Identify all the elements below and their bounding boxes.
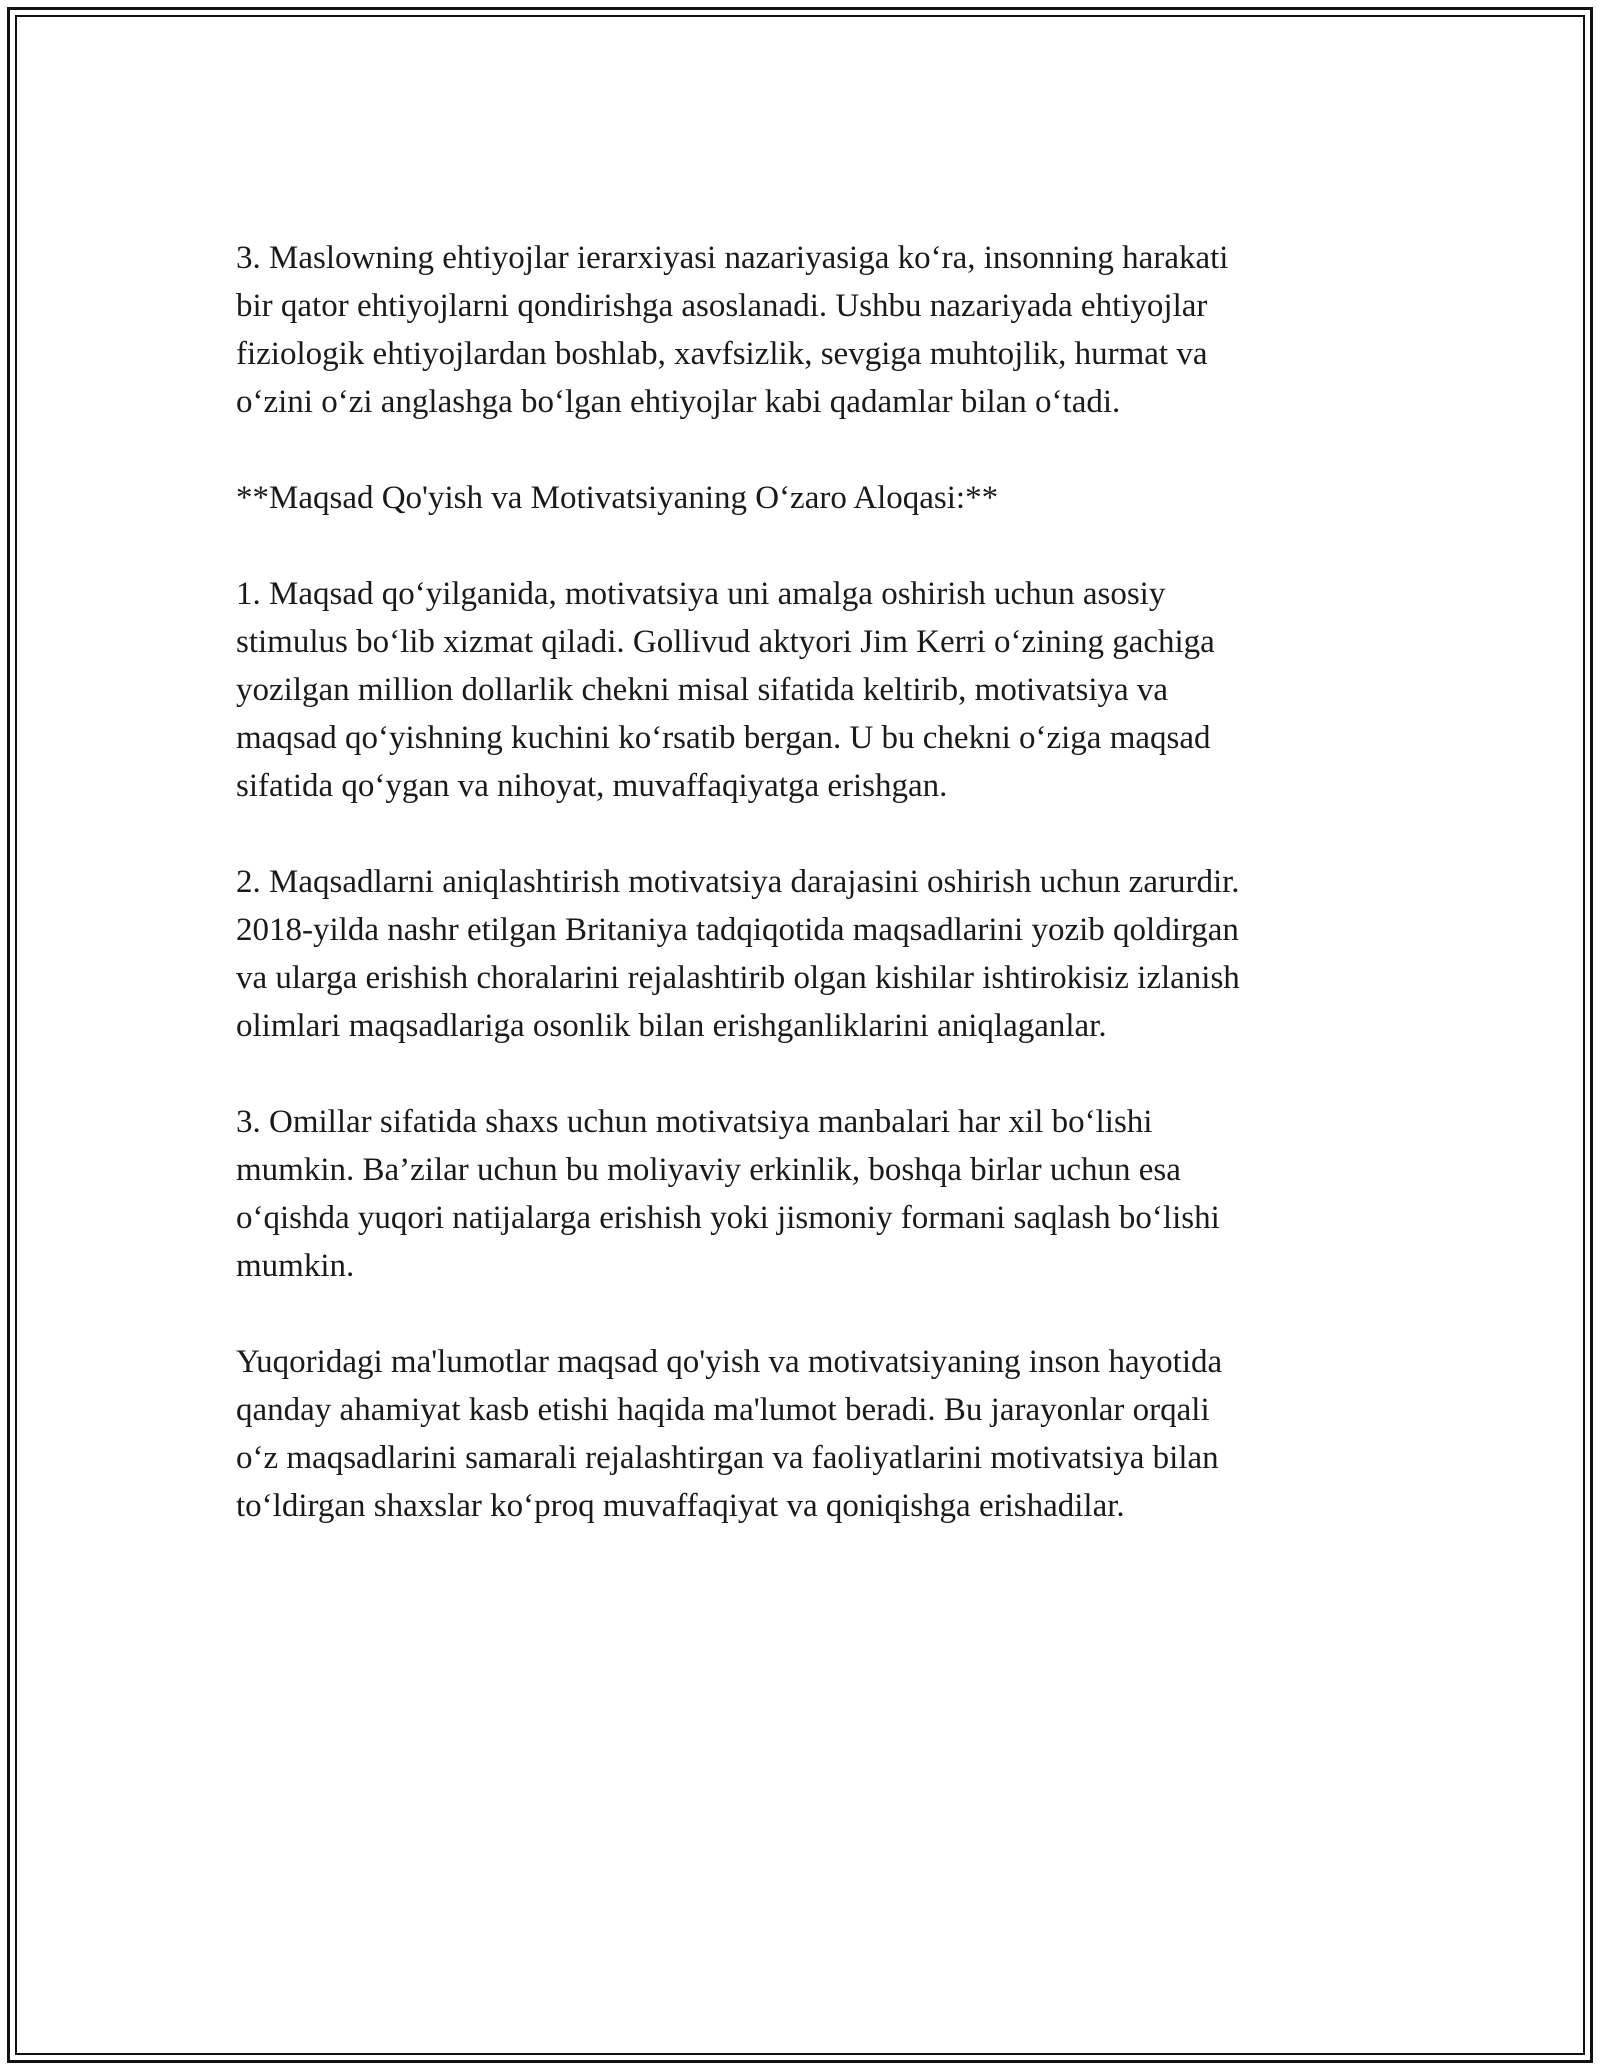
text-line: mumkin. Ba’zilar uchun bu moliyaviy erkinlik, boshqa birlar uchun esa <box>236 1152 1181 1188</box>
text-line: fiziologik ehtiyojlardan boshlab, xavfsizlik, sevgiga muhtojlik, hurmat va <box>236 336 1208 372</box>
text-line: 3. Maslowning ehtiyojlar ierarxiyasi nazariyasiga ko‘ra, insonning harakati <box>236 240 1229 276</box>
text-line: o‘z maqsadlarini samarali rejalashtirgan va faoliyatlarini motivatsiya bilan <box>236 1440 1219 1476</box>
paragraph-goal-stimulus <box>236 570 1376 810</box>
text-line: maqsad qo‘yishning kuchini ko‘rsatib bergan. U bu chekni o‘ziga maqsad <box>236 720 1211 756</box>
paragraph-motivation-sources <box>236 1098 1376 1290</box>
document-body <box>236 234 1376 1530</box>
text-line: o‘qishda yuqori natijalarga erishish yoki jismoniy formani saqlash bo‘lishi <box>236 1200 1220 1236</box>
heading-line: **Maqsad Qo'yish va Motivatsiyaning O‘zaro Aloqasi:** <box>236 480 999 516</box>
text-line: yozilgan million dollarlik chekni misal sifatida keltirib, motivatsiya va <box>236 672 1169 708</box>
text-line: sifatida qo‘ygan va nihoyat, muvaffaqiyatga erishgan. <box>236 768 948 804</box>
text-line: va ularga erishish choralarini rejalashtirib olgan kishilar ishtirokisiz izlanish <box>236 960 1240 996</box>
text-line: Yuqoridagi ma'lumotlar maqsad qo'yish va motivatsiyaning inson hayotida <box>236 1344 1223 1380</box>
paragraph-conclusion <box>236 1338 1376 1530</box>
text-line: 1. Maqsad qo‘yilganida, motivatsiya uni amalga oshirish uchun asosiy <box>236 576 1166 612</box>
text-line: 2. Maqsadlarni aniqlashtirish motivatsiya darajasini oshirish uchun zarurdir. <box>236 864 1240 900</box>
text-line: mumkin. <box>236 1248 355 1284</box>
paragraph-goal-clarity <box>236 858 1376 1050</box>
text-line: qanday ahamiyat kasb etishi haqida ma'lumot beradi. Bu jarayonlar orqali <box>236 1392 1210 1428</box>
text-line: bir qator ehtiyojlarni qondirishga asoslanadi. Ushbu nazariyada ehtiyojlar <box>236 288 1208 324</box>
text-line: 2018-yilda nashr etilgan Britaniya tadqiqotida maqsadlarini yozib qoldirgan <box>236 912 1239 948</box>
text-line: to‘ldirgan shaxslar ko‘proq muvaffaqiyat va qoniqishga erishadilar. <box>236 1488 1125 1524</box>
text-line: stimulus bo‘lib xizmat qiladi. Gollivud aktyori Jim Kerri o‘zining gachiga <box>236 624 1215 660</box>
text-line: olimlari maqsadlariga osonlik bilan erishganliklarini aniqlaganlar. <box>236 1008 1107 1044</box>
text-line: o‘zini o‘zi anglashga bo‘lgan ehtiyojlar kabi qadamlar bilan o‘tadi. <box>236 384 1121 420</box>
paragraph-maslow-hierarchy <box>236 234 1376 426</box>
text-line: 3. Omillar sifatida shaxs uchun motivatsiya manbalari har xil bo‘lishi <box>236 1104 1153 1140</box>
section-heading <box>236 474 1376 522</box>
